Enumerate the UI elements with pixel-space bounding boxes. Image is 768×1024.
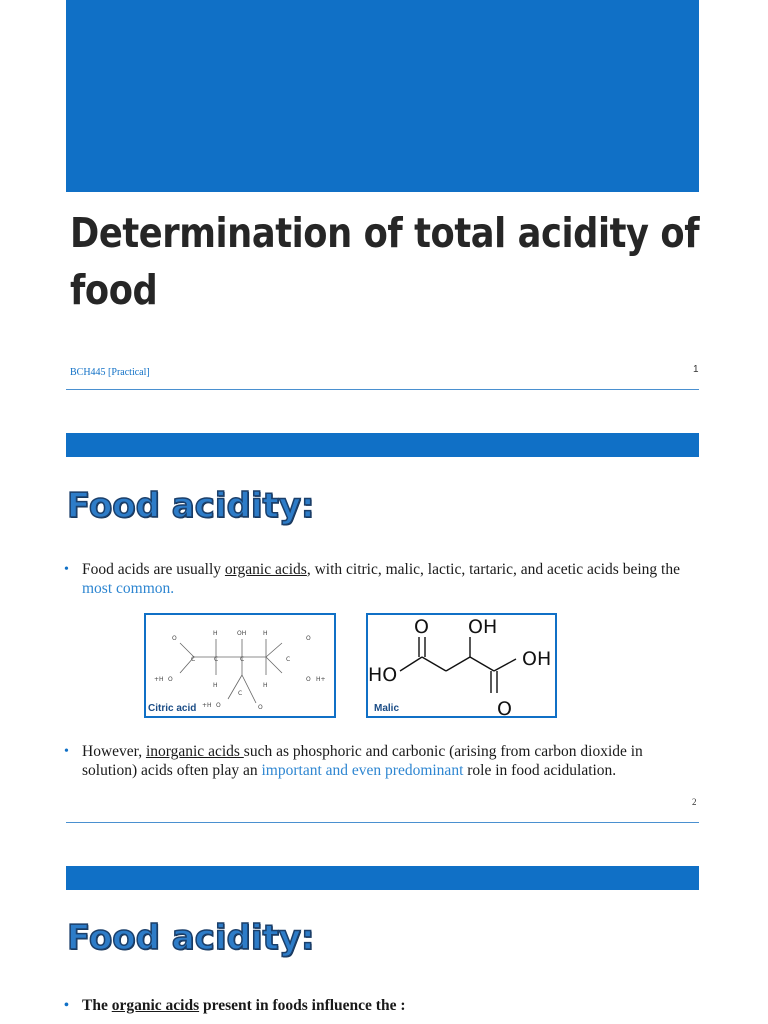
svg-text:H: H bbox=[263, 682, 268, 689]
bullet-text: The bbox=[82, 997, 112, 1014]
svg-text:+H: +H bbox=[154, 676, 164, 683]
bullet-text: Food acids are usually bbox=[82, 561, 225, 578]
slide-heading: Food acidity: bbox=[67, 918, 315, 958]
underlined-term: organic acids bbox=[111, 997, 200, 1014]
highlighted-text: important and even predominant bbox=[261, 762, 464, 779]
bullet-text: present in foods influence the : bbox=[199, 997, 406, 1014]
svg-text:C: C bbox=[238, 690, 243, 697]
svg-text:OH: OH bbox=[522, 648, 552, 670]
svg-text:OH: OH bbox=[237, 630, 247, 637]
citric-acid-diagram bbox=[146, 615, 334, 716]
svg-text:H: H bbox=[263, 630, 268, 637]
svg-text:H+: H+ bbox=[316, 676, 326, 683]
citric-acid-structure bbox=[144, 613, 336, 718]
bullet-text: However, bbox=[82, 743, 146, 760]
page-number: 1 bbox=[693, 364, 699, 375]
slide-header-band bbox=[66, 866, 699, 890]
svg-text:C: C bbox=[286, 656, 291, 663]
slide-title bbox=[70, 205, 700, 319]
svg-text:O: O bbox=[172, 635, 177, 642]
bullet-icon: • bbox=[64, 562, 69, 577]
svg-text:HO: HO bbox=[368, 664, 398, 686]
slide-footer: BCH445 [Practical] bbox=[70, 367, 150, 378]
bullet-icon: • bbox=[64, 744, 69, 759]
svg-text:C: C bbox=[214, 656, 219, 663]
bullet-item bbox=[64, 560, 684, 598]
title-slide-banner bbox=[66, 0, 699, 192]
malic-acid-diagram bbox=[368, 615, 555, 716]
svg-text:O: O bbox=[216, 702, 221, 709]
bullet-text: role in food acidulation. bbox=[463, 762, 617, 779]
bullet-item bbox=[64, 742, 684, 780]
bullet-icon: • bbox=[64, 998, 69, 1013]
slide-heading: Food acidity: bbox=[67, 486, 315, 526]
svg-text:C: C bbox=[191, 656, 196, 663]
svg-text:OH: OH bbox=[468, 616, 498, 638]
svg-text:O: O bbox=[306, 635, 311, 642]
slide-title-line-1: Determination of total acidity of bbox=[70, 209, 700, 257]
svg-text:H: H bbox=[213, 630, 218, 637]
underlined-term: inorganic acids bbox=[145, 743, 244, 760]
slide-title-line-2: food bbox=[70, 266, 158, 314]
malic-acid-structure bbox=[366, 613, 557, 718]
slide-divider bbox=[66, 822, 699, 823]
bullet-text: such as phosphoric and carbonic (arising from carbon dioxide in solution) acids often play an bbox=[82, 743, 643, 779]
bullet-text: , with citric, malic, lactic, tartaric, and acetic acids being the bbox=[306, 561, 680, 578]
svg-text:C: C bbox=[240, 656, 245, 663]
svg-text:O: O bbox=[258, 704, 263, 711]
svg-text:+H: +H bbox=[202, 702, 212, 709]
slide-header-band bbox=[66, 433, 699, 457]
underlined-term: organic acids bbox=[224, 561, 307, 578]
diagram-label: Malic bbox=[374, 703, 400, 714]
svg-text:O: O bbox=[306, 676, 311, 683]
diagram-label: Citric acid bbox=[148, 703, 197, 714]
page-number: 2 bbox=[692, 797, 697, 807]
slide-divider bbox=[66, 389, 699, 390]
svg-text:O: O bbox=[414, 616, 429, 638]
svg-text:H: H bbox=[213, 682, 218, 689]
svg-text:O: O bbox=[497, 698, 512, 716]
highlighted-text: most common. bbox=[82, 580, 175, 597]
svg-text:O: O bbox=[168, 676, 173, 683]
bullet-item bbox=[64, 996, 684, 1015]
